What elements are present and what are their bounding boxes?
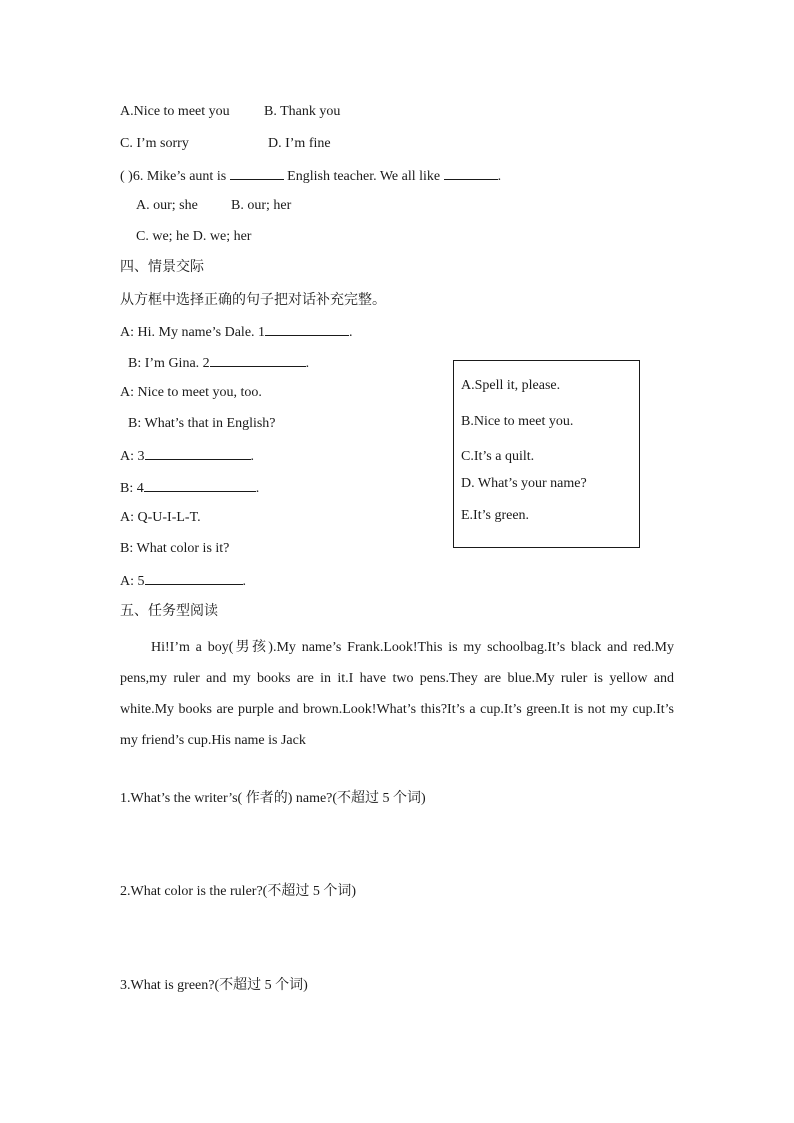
fill-blank	[444, 166, 498, 180]
dialog-line-8: B: What color is it?	[120, 541, 230, 556]
answer-blank-2[interactable]	[210, 353, 306, 367]
box-option-e: E.It’s green.	[461, 508, 530, 523]
q6-stem-end: .	[497, 169, 502, 184]
section4-instruction: 从方框中选择正确的句子把对话补充完整。	[120, 292, 386, 308]
answer-blank-5[interactable]	[145, 571, 243, 585]
reading-passage	[120, 632, 674, 756]
section4-heading: 四、情景交际	[120, 259, 204, 275]
answer-paren: ( )	[120, 169, 133, 184]
fill-blank	[230, 166, 284, 180]
dialog-text: A: 5	[120, 574, 145, 589]
q5-option-d: D. I’m fine	[268, 136, 331, 151]
dialog-text: B: I’m Gina. 2	[128, 356, 210, 371]
dialog-text: A: Hi. My name’s Dale. 1	[120, 325, 266, 340]
q5-option-b: B. Thank you	[264, 104, 341, 119]
dialog-line-7: A: Q-U-I-L-T.	[120, 510, 201, 525]
answer-blank-4[interactable]	[144, 478, 256, 492]
q6-stem	[120, 166, 501, 186]
dialog-text: B: 4	[120, 481, 144, 496]
dialog-line-3: A: Nice to meet you, too.	[120, 385, 262, 400]
dialog-end: .	[255, 481, 260, 496]
q5-option-a: A.Nice to meet you	[120, 104, 230, 119]
box-option-c: C.It’s a quilt.	[461, 449, 535, 464]
dialog-end: .	[305, 356, 310, 371]
q6-stem-part2: English teacher. We all like	[287, 169, 441, 184]
dialog-line-2	[128, 353, 309, 373]
options-box	[453, 360, 640, 548]
dialog-end: .	[349, 325, 353, 340]
box-option-b: B.Nice to meet you.	[461, 414, 574, 429]
question-2: 2.What color is the ruler?(不超过 5 个词)	[120, 884, 356, 899]
q6-option-b: B. our; her	[231, 198, 292, 213]
section5-heading: 五、任务型阅读	[120, 603, 218, 619]
dialog-line-5	[120, 446, 254, 466]
answer-blank-3[interactable]	[145, 446, 251, 460]
box-option-d: D. What’s your name?	[461, 476, 587, 491]
dialog-line-6	[120, 478, 259, 498]
dialog-end: .	[242, 574, 246, 589]
q6-option-a: A. our; she	[136, 198, 198, 213]
dialog-line-1	[120, 322, 353, 342]
q6-stem-part1: 6. Mike’s aunt is	[132, 169, 227, 184]
dialog-text: A: 3	[120, 449, 145, 464]
question-3: 3.What is green?(不超过 5 个词)	[120, 978, 308, 993]
box-option-a: A.Spell it, please.	[461, 378, 561, 393]
answer-blank-1[interactable]	[265, 322, 349, 336]
dialog-line-9	[120, 571, 246, 591]
question-1: 1.What’s the writer’s( 作者的) name?(不超过 5 个词)	[120, 791, 426, 806]
dialog-line-4: B: What’s that in English?	[128, 416, 276, 431]
q5-option-c: C. I’m sorry	[120, 136, 189, 151]
dialog-end: .	[250, 449, 254, 464]
passage-text: Hi!I’m a boy(男孩).My name’s Frank.Look!This is my schoolbag.It’s black and red.My pens,my ruler and my books are in it.I have two pens.They are blue.My ruler is yellow and white.My books are purple and brown.Look!What’s this?It’s a cup.It’s green.It is not my cup.It’s my friend’s cup.His name is Jack	[120, 640, 674, 748]
q6-options-cd: C. we; he D. we; her	[136, 229, 252, 244]
